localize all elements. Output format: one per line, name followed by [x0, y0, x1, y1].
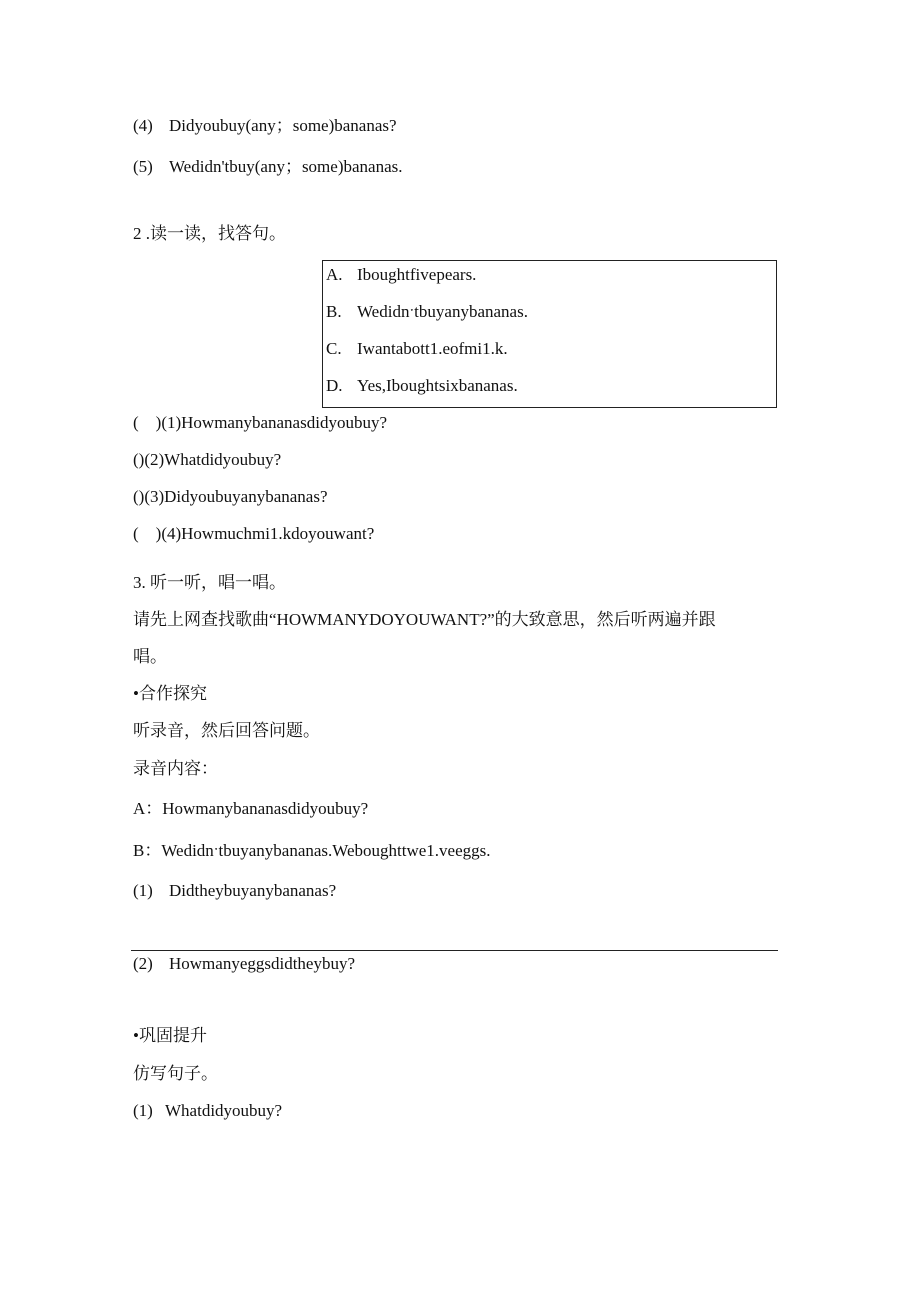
option-letter: D. [326, 376, 343, 395]
section-heading: 2 .读一读，找答句。 [133, 224, 286, 243]
question-item [133, 882, 336, 899]
section-heading: •巩固提升 [133, 1026, 207, 1045]
answer-option [326, 377, 518, 394]
answer-option [326, 303, 528, 320]
answer-option [326, 340, 508, 357]
dialogue-line: B：Wedidnˑtbuyanybananas.Weboughttwe1.veeggs. [133, 841, 491, 860]
instruction-text: 听录音，然后回答问题。 [133, 721, 320, 740]
matching-question: ( )(4)Howmuchmi1.kdoyouwant? [133, 524, 375, 543]
answer-line [131, 950, 778, 951]
item-text: Didyoubuy(any；some)bananas? [169, 116, 397, 135]
question-item [133, 158, 403, 175]
item-number: (1) [133, 1101, 153, 1120]
section-heading: 3. 听一听，唱一唱。 [133, 573, 286, 592]
item-number: (5) [133, 157, 153, 176]
item-text: Whatdidyoubuy? [165, 1101, 283, 1120]
dialogue-line: A：Howmanybananasdidyoubuy? [133, 799, 369, 818]
recording-label: 录音内容： [133, 759, 218, 778]
instruction-text: 请先上网查找歌曲“HOWMANYDOYOUWANT?”的大致意思，然后听两遍并跟 [133, 610, 716, 629]
matching-question: ()(3)Didyoubuyanybananas? [133, 487, 328, 506]
answer-option [326, 266, 476, 283]
matching-question: ( )(1)Howmanybananasdidyoubuy? [133, 413, 387, 432]
instruction-text: 唱。 [133, 647, 167, 666]
item-text: Didtheybuyanybananas? [169, 881, 337, 900]
section-heading: •合作探究 [133, 684, 207, 703]
item-text: Wedidn'tbuy(any；some)bananas. [169, 157, 403, 176]
option-text: Iboughtfivepears. [357, 265, 477, 284]
question-item [133, 117, 397, 134]
option-letter: A. [326, 265, 343, 284]
item-number: (1) [133, 881, 153, 900]
question-item [133, 1102, 282, 1119]
question-item [133, 955, 355, 972]
instruction-text: 仿写句子。 [133, 1064, 218, 1083]
item-number: (4) [133, 116, 153, 135]
matching-question: ()(2)Whatdidyoubuy? [133, 450, 282, 469]
option-letter: C. [326, 339, 342, 358]
option-text: Yes,Iboughtsixbananas. [357, 376, 518, 395]
option-text: Wedidnˑtbuyanybananas. [357, 302, 528, 321]
item-number: (2) [133, 954, 153, 973]
option-letter: B. [326, 302, 342, 321]
item-text: Howmanyeggsdidtheybuy? [169, 954, 356, 973]
answer-options-box [322, 260, 777, 408]
option-text: Iwantabott1.eofmi1.k. [357, 339, 508, 358]
